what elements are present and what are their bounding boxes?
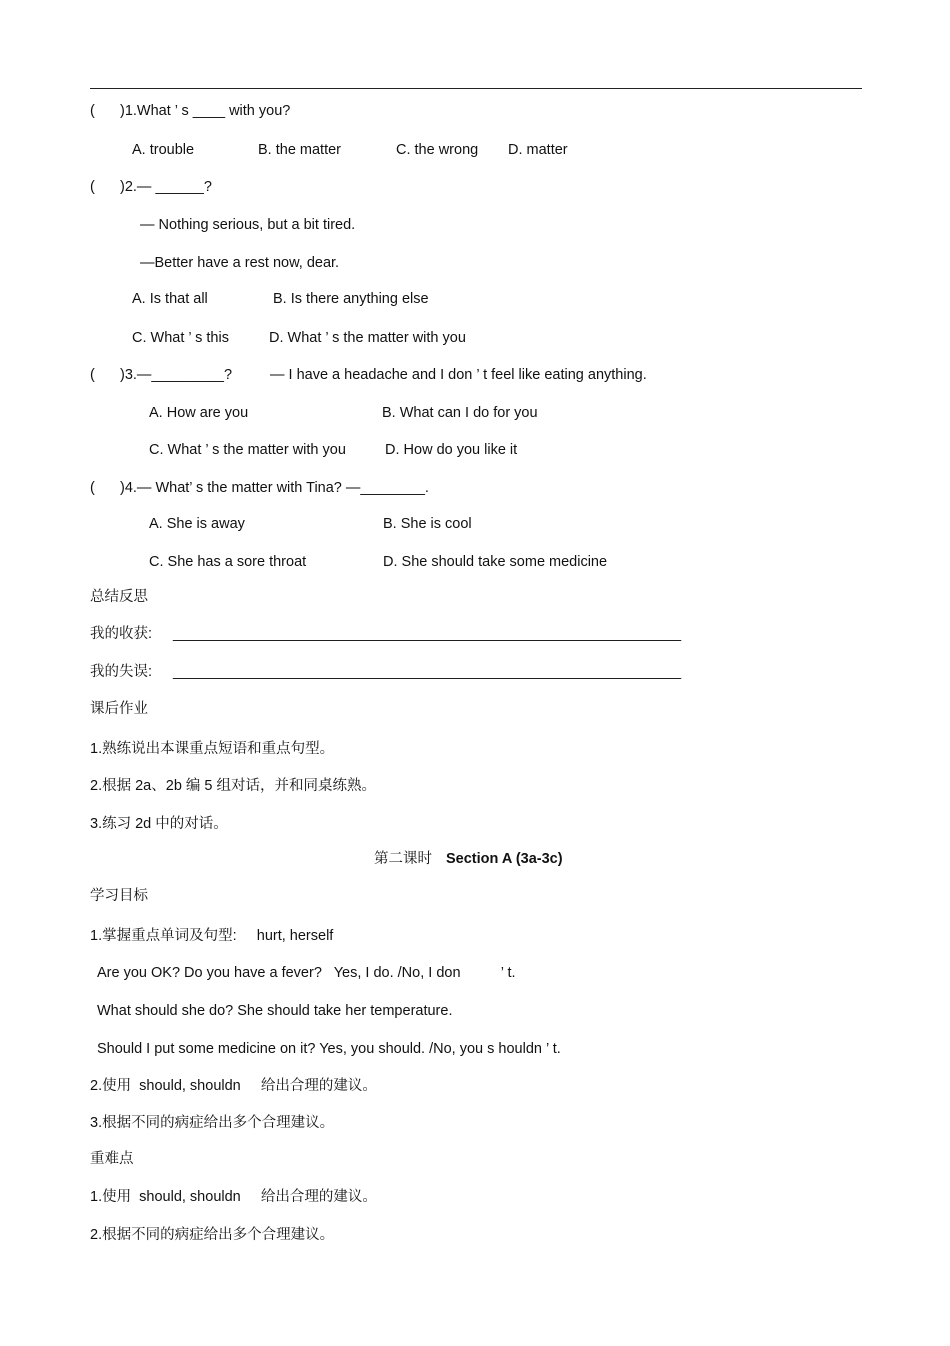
q2-option-b: B. Is there anything else [273, 291, 429, 307]
key-heading: 重难点 [90, 1151, 134, 1167]
lesson2-title-cn: 第二课时 [374, 851, 432, 867]
goal-sentence-2: What should she do? She should take her temperature. [97, 1003, 453, 1019]
goal-sentence-3: Should I put some medicine on it? Yes, you should. /No, you s houldn ’ t. [97, 1041, 561, 1057]
q3-option-d: D. How do you like it [385, 442, 518, 458]
q1-option-a: A. trouble [132, 142, 195, 158]
gains-label: 我的收获: [90, 626, 153, 642]
q3-option-b: B. What can I do for you [382, 405, 538, 421]
q1-option-c: C. the wrong [396, 142, 479, 158]
q4-option-a: A. She is away [149, 516, 245, 532]
q4-option-c: C. She has a sore throat [149, 554, 307, 570]
goals-heading: 学习目标 [90, 888, 148, 904]
lesson2-title-en: Section A (3a-3c) [446, 851, 563, 867]
goal-2: 2.使用 should, shouldn 给出合理的建议。 [90, 1078, 377, 1094]
homework-heading: 课后作业 [90, 701, 148, 717]
homework-item-3: 3.练习 2d 中的对话。 [90, 816, 228, 832]
q1-paren: ( [90, 103, 95, 119]
key-point-2: 2.根据不同的病症给出多个合理建议。 [90, 1227, 335, 1243]
mistakes-blank: _______________________________________________________________ [173, 664, 682, 680]
q3-option-a: A. How are you [149, 405, 249, 421]
q3-option-c: C. What ’ s the matter with you [149, 442, 346, 458]
q4-paren: ( [90, 480, 95, 496]
q1-option-d: D. matter [508, 142, 568, 158]
q2-dialogue-1: — Nothing serious, but a bit tired. [140, 217, 356, 233]
q3-stem: )3.—_________? [120, 367, 233, 383]
q2-stem: )2.— ______? [120, 179, 212, 195]
q4-option-d: D. She should take some medicine [383, 554, 608, 570]
q2-option-d: D. What ’ s the matter with you [269, 330, 466, 346]
q2-option-c: C. What ’ s this [132, 330, 229, 346]
goal-1: 1.掌握重点单词及句型: hurt, herself [90, 928, 334, 944]
reflection-heading: 总结反思 [90, 589, 148, 605]
q2-option-a: A. Is that all [132, 291, 208, 307]
key-point-1: 1.使用 should, shouldn 给出合理的建议。 [90, 1189, 377, 1205]
q3-paren: ( [90, 367, 95, 383]
q2-dialogue-2: —Better have a rest now, dear. [140, 255, 340, 271]
q4-stem: )4.— What’ s the matter with Tina? —________. [120, 480, 429, 496]
goal-sentence-1: Are you OK? Do you have a fever? Yes, I do. /No, I don ’ t. [97, 965, 516, 981]
q3-reply: — I have a headache and I don ’ t feel like eating anything. [270, 367, 647, 383]
homework-item-2: 2.根据 2a、2b 编 5 组对话，并和同桌练熟。 [90, 778, 377, 794]
gains-blank: _______________________________________________________________ [173, 626, 682, 642]
q1-stem: )1.What ’ s ____ with you? [120, 103, 291, 119]
mistakes-label: 我的失误: [90, 664, 153, 680]
homework-item-1: 1.熟练说出本课重点短语和重点句型。 [90, 741, 335, 757]
q1-option-b: B. the matter [258, 142, 342, 158]
q4-option-b: B. She is cool [383, 516, 472, 532]
goal-3: 3.根据不同的病症给出多个合理建议。 [90, 1115, 335, 1131]
q2-paren: ( [90, 179, 95, 195]
header-rule [90, 88, 862, 89]
